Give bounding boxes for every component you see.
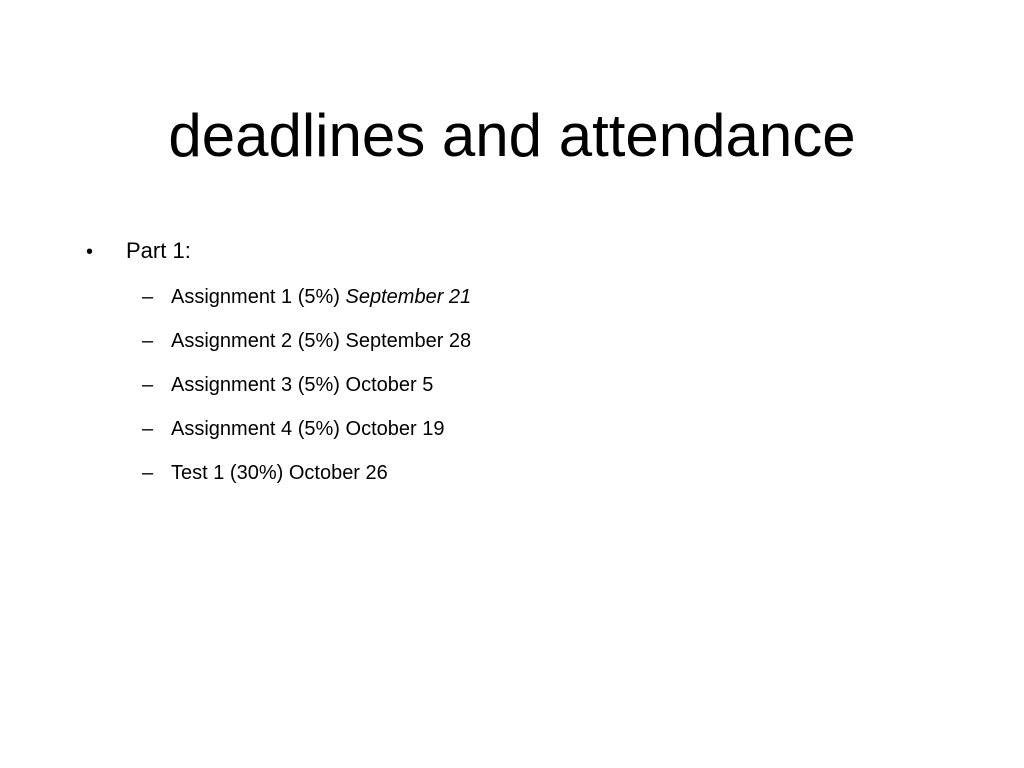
dash-icon: –: [142, 330, 154, 352]
dash-icon: –: [142, 462, 154, 484]
deadline-name: Assignment 2 (5%): [171, 330, 340, 352]
deadline-item: [142, 459, 471, 503]
dash-icon: –: [142, 286, 154, 308]
deadline-item: [142, 371, 471, 415]
deadline-date: September 28: [345, 330, 472, 352]
deadline-date: October 26: [288, 462, 388, 484]
slide-title: deadlines and attendance: [168, 102, 856, 169]
deadline-item: [142, 327, 471, 371]
deadline-list: [142, 283, 471, 503]
deadline-name: Assignment 3 (5%): [171, 374, 340, 396]
part-label: Part 1:: [126, 238, 191, 263]
deadline-name: Assignment 1 (5%): [171, 286, 340, 308]
deadline-item: [142, 415, 471, 459]
deadline-date: October 19: [345, 418, 445, 440]
bullet-icon: •: [86, 241, 94, 263]
deadline-date: October 5: [345, 374, 434, 396]
deadline-name: Assignment 4 (5%): [171, 418, 340, 440]
dash-icon: –: [142, 418, 154, 440]
dash-icon: –: [142, 374, 154, 396]
deadline-name: Test 1 (30%): [171, 462, 284, 484]
bullet-item-part-1: [86, 236, 191, 267]
deadline-item: [142, 283, 471, 327]
deadline-date: September 21: [345, 286, 472, 308]
